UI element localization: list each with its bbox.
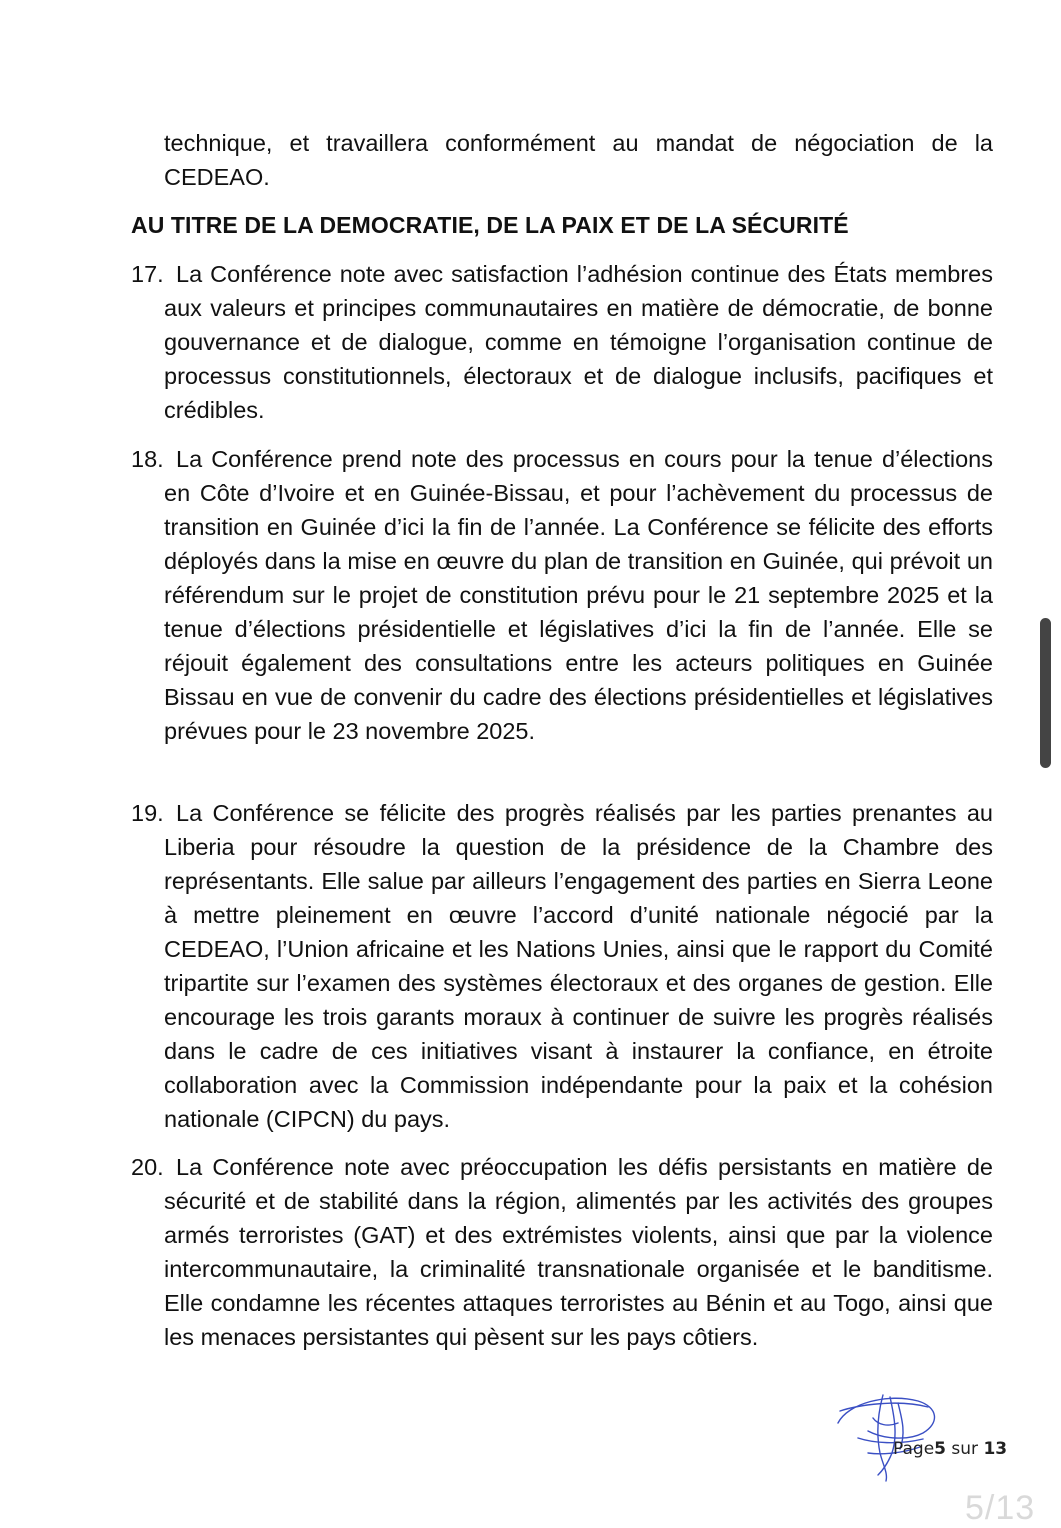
item-text: La Conférence note avec préoccupation les défis persistants en matière de sécurité et de stabilité dans la région, alimentés par les activités des groupes armés terroristes (GAT) et des extrémistes violents, ainsi que par la violence intercommunautaire, la criminalité transnationale organisée et le banditisme. Elle condamne les récentes attaques terroristes au Bénin et au Togo, ainsi que les menaces persistantes qui pèsent sur les pays côtiers. [164,1154,993,1350]
list-item [131,257,993,427]
footer-page-number: 5 [934,1439,946,1459]
footer-total-pages: 13 [983,1439,1008,1459]
list-item [131,442,993,748]
item-number: 18. [131,446,164,472]
signature-icon [828,1383,948,1483]
item-text: La Conférence se félicite des progrès réalisés par les parties prenantes au Liberia pour résoudre la question de la présidence de la Chambre des représentants. Elle salue par ailleurs l’engagement des parties en Sierra Leone à mettre pleinement en œuvre l’accord d’unité nationale négocié par la CEDEAO, l’Union africaine et les Nations Unies, ainsi que le rapport du Comité tripartite sur l’examen des systèmes électoraux et des organes de gestion. Elle encourage les trois garants moraux à continuer de suivre les progrès réalisés dans le cadre de ces initiatives visant à instaurer la confiance, en étroite collaboration avec la Commission indépendante pour la paix et la cohésion nationale (CIPCN) du pays. [164,800,993,1132]
list-item [131,796,993,1136]
list-item [131,1150,993,1354]
item-text: La Conférence prend note des processus en cours pour la tenue d’élections en Côte d’Ivoire et en Guinée-Bissau, et pour l’achèvement du processus de transition en Guinée d’ici la fin de l’année. La Conférence se félicite des efforts déployés dans la mise en œuvre du plan de transition en Guinée, qui prévoit un référendum sur le projet de constitution prévu pour le 21 septembre 2025 et la tenue d’élections présidentielle et législatives d’ici la fin de l’année. Elle se réjouit également des consultations entre les acteurs politiques en Guinée Bissau en vue de convenir du cadre des élections présidentielles et législatives prévues pour le 23 novembre 2025. [164,446,993,744]
continuation-paragraph: technique, et travaillera conformément au mandat de négociation de la CEDEAO. [164,130,993,190]
paragraph-19 [131,796,993,1136]
page-footer [893,1437,1007,1461]
paragraph-17 [131,257,993,427]
item-number: 17. [131,261,164,287]
item-number: 20. [131,1154,164,1180]
item-number: 19. [131,800,164,826]
footer-page-word: Page [893,1439,935,1459]
paragraph-20 [131,1150,993,1354]
paragraph-18 [131,442,993,748]
footer-of-word: sur [951,1439,979,1459]
section-heading: AU TITRE DE LA DEMOCRATIE, DE LA PAIX ET DE LA SÉCURITÉ [131,212,849,238]
scrollbar-thumb[interactable] [1040,618,1051,768]
item-text: La Conférence note avec satisfaction l’adhésion continue des États membres aux valeurs et principes communautaires en matière de démocratie, de bonne gouvernance et de dialogue, comme en témoigne l’organisation continue de processus constitutionnels, électoraux et de dialogue inclusifs, pacifiques et crédibles. [164,261,993,423]
viewer-page-counter: 5/13 [965,1489,1036,1527]
